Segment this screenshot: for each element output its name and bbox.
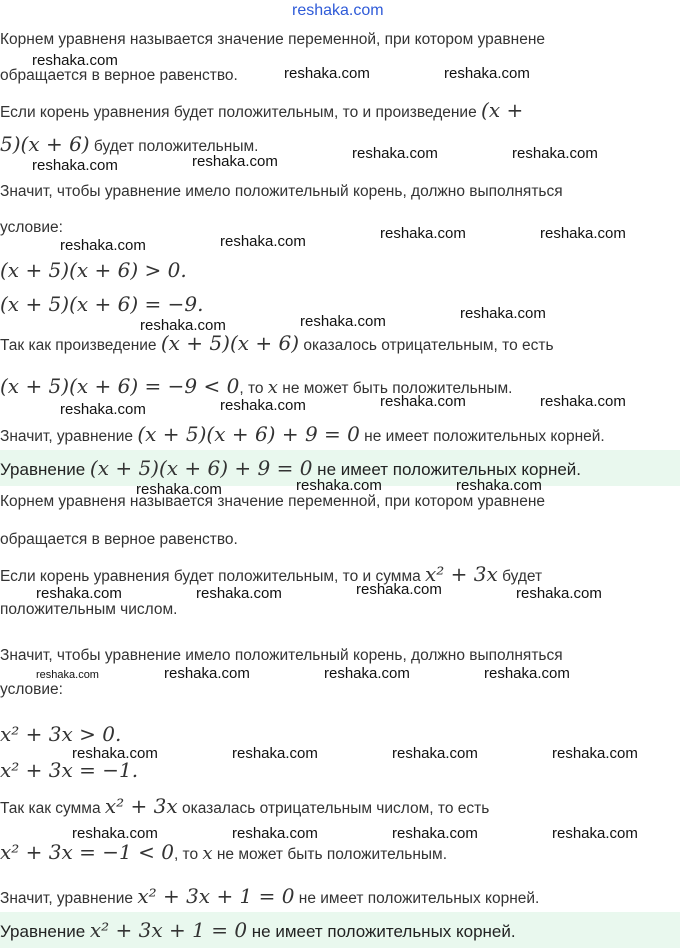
- watermark: reshaka.com: [72, 825, 158, 842]
- watermark: reshaka.com: [32, 157, 118, 174]
- watermark: reshaka.com: [192, 153, 278, 170]
- watermark: reshaka.com: [60, 401, 146, 418]
- p2-negative-text-b: не может быть положительным.: [212, 846, 448, 863]
- p1-since-line: [0, 333, 554, 356]
- p1-conclusion-text-b: не имеет положительных корней.: [359, 428, 605, 445]
- watermark: reshaka.com: [484, 665, 570, 682]
- p1-requirement-line-1: Значит, чтобы уравнение имело положительный корень, должно выполняться: [0, 183, 563, 200]
- p2-definition-line-2: обращается в верное равенство.: [0, 531, 238, 548]
- watermark: reshaka.com: [512, 145, 598, 162]
- p1-requirement-line-2: условие:: [0, 219, 63, 236]
- p2-condition-math: x² + 3x: [425, 562, 498, 586]
- watermark: reshaka.com: [324, 665, 410, 682]
- p1-condition-math-1: (x +: [481, 98, 524, 122]
- p1-condition-text: Если корень уравнения будет положительным, то и произведение: [0, 104, 482, 121]
- watermark: reshaka.com: [444, 65, 530, 82]
- watermark: reshaka.com: [220, 397, 306, 414]
- p2-definition-line-1: Корнем уравненя называется значение переменной, при котором уравнене: [0, 493, 546, 510]
- watermark: reshaka.com: [164, 665, 250, 682]
- p2-conclusion-math: x² + 3x + 1 = 0: [137, 884, 295, 908]
- p2-answer-text: Уравнение: [0, 922, 90, 941]
- p1-negative-text: , то: [239, 380, 268, 397]
- watermark: reshaka.com: [356, 581, 442, 598]
- p2-condition-line-2: положительным числом.: [0, 601, 178, 618]
- p2-negative-var: x: [202, 843, 213, 864]
- p2-conclusion-text: Значит, уравнение: [0, 890, 138, 907]
- watermark: reshaka.com: [32, 52, 118, 69]
- p2-answer-text-b: не имеет положительных корней.: [247, 922, 516, 941]
- p1-equation: (x + 5)(x + 6) = −9.: [0, 292, 204, 316]
- p2-since-text: Так как сумма: [0, 800, 105, 817]
- watermark: reshaka.com: [300, 313, 386, 330]
- p1-definition-line-2: обращается в верное равенство.: [0, 67, 238, 84]
- p2-inequality: x² + 3x > 0.: [0, 722, 122, 746]
- watermark: reshaka.com: [392, 745, 478, 762]
- p2-condition-text: Если корень уравнения будет положительным, то и сумма: [0, 568, 426, 585]
- p1-conclusion-line: [0, 424, 605, 447]
- p1-condition-math-2: 5)(x + 6): [0, 132, 90, 156]
- p1-definition-line-1: Корнем уравненя называется значение переменной, при котором уравнене: [0, 31, 546, 48]
- watermark: reshaka.com: [136, 481, 222, 498]
- watermark: reshaka.com: [296, 477, 382, 494]
- p1-negative-text-b: не может быть положительным.: [277, 380, 513, 397]
- p2-negative-math: x² + 3x = −1 < 0: [0, 840, 174, 864]
- watermark: reshaka.com: [380, 393, 466, 410]
- p2-conclusion-line: [0, 886, 539, 909]
- p2-conclusion-text-b: не имеет положительных корней.: [294, 890, 540, 907]
- p2-answer-math: x² + 3x + 1 = 0: [89, 918, 248, 942]
- watermark: reshaka.com: [220, 233, 306, 250]
- p1-negative-var: x: [267, 377, 278, 398]
- p2-requirement-line-1: Значит, чтобы уравнение имело положительный корень, должно выполняться: [0, 647, 563, 664]
- p1-answer-text: Уравнение: [0, 460, 90, 479]
- p1-since-text-b: оказалось отрицательным, то есть: [299, 337, 554, 354]
- watermark: reshaka.com: [540, 393, 626, 410]
- watermark: reshaka.com: [380, 225, 466, 242]
- watermark: reshaka.com: [60, 237, 146, 254]
- p1-answer-math: (x + 5)(x + 6) + 9 = 0: [89, 456, 313, 480]
- watermark: reshaka.com: [552, 745, 638, 762]
- p2-condition-text-b: будет: [497, 568, 543, 585]
- p2-requirement-line-2: условие:: [0, 681, 63, 698]
- p2-condition-line-1: [0, 564, 542, 587]
- watermark: reshaka.com: [72, 745, 158, 762]
- watermark: reshaka.com: [352, 145, 438, 162]
- p2-answer-line: [0, 920, 516, 942]
- watermark: reshaka.com: [232, 825, 318, 842]
- site-title[interactable]: reshaka.com: [292, 2, 384, 19]
- watermark: reshaka.com: [196, 585, 282, 602]
- p1-condition-line-1: [0, 100, 523, 123]
- watermark: reshaka.com: [516, 585, 602, 602]
- p1-inequality: (x + 5)(x + 6) > 0.: [0, 258, 187, 282]
- watermark: reshaka.com: [460, 305, 546, 322]
- watermark: reshaka.com: [392, 825, 478, 842]
- p2-negative-text: , то: [173, 846, 203, 863]
- watermark: reshaka.com: [140, 317, 226, 334]
- p1-answer-text-b: не имеет положительных корней.: [312, 460, 581, 479]
- p1-negative-math: (x + 5)(x + 6) = −9 < 0: [0, 374, 240, 398]
- watermark: reshaka.com: [540, 225, 626, 242]
- p1-condition-text-2: будет положительным.: [89, 138, 259, 155]
- p2-since-line: [0, 796, 489, 819]
- p2-since-text-b: оказалась отрицательным числом, то есть: [177, 800, 490, 817]
- watermark: reshaka.com: [552, 825, 638, 842]
- p1-since-text: Так как произведение: [0, 337, 161, 354]
- watermark: reshaka.com: [232, 745, 318, 762]
- p2-equation: x² + 3x = −1.: [0, 758, 139, 782]
- p2-negative-line: [0, 842, 447, 865]
- p1-since-math: (x + 5)(x + 6): [160, 331, 300, 355]
- watermark: reshaka.com: [456, 477, 542, 494]
- watermark: reshaka.com: [36, 585, 122, 602]
- p2-since-math: x² + 3x: [104, 794, 178, 818]
- watermark: reshaka.com: [284, 65, 370, 82]
- p1-conclusion-math: (x + 5)(x + 6) + 9 = 0: [137, 422, 360, 446]
- p1-conclusion-text: Значит, уравнение: [0, 428, 138, 445]
- watermark: reshaka.com: [36, 669, 99, 681]
